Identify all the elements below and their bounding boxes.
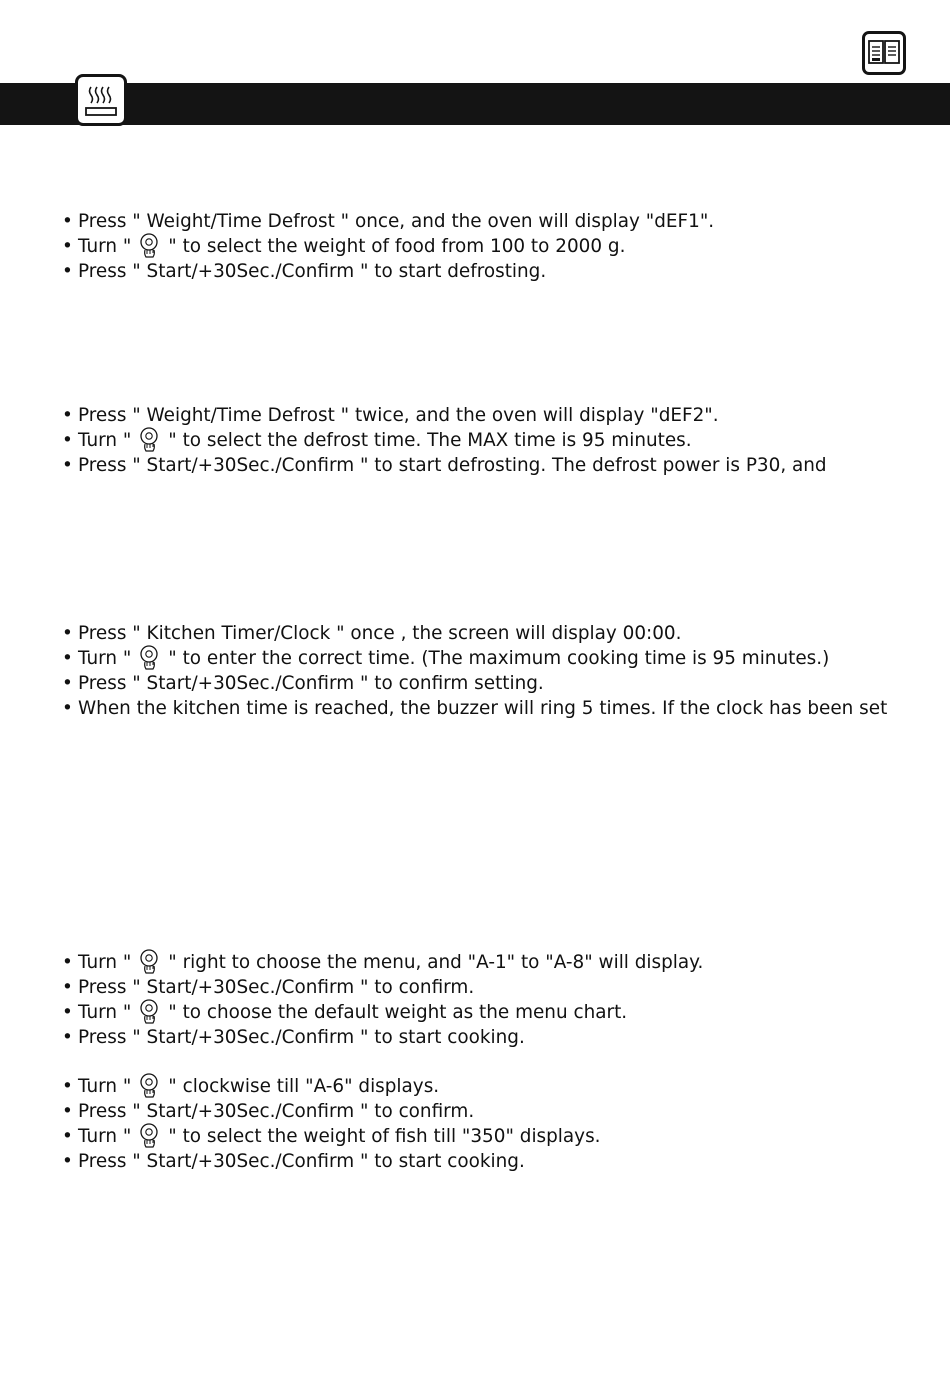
list-item: • Press " Start/+30Sec./Confirm " to start cooking. <box>62 1151 525 1172</box>
steam-oven-icon <box>75 74 127 126</box>
open-book-icon <box>862 31 906 75</box>
time-defrost-steps <box>62 403 827 478</box>
knob-icon <box>137 1000 163 1025</box>
knob-icon <box>137 1124 163 1149</box>
list-item: • Press " Start/+30Sec./Confirm " to start cooking. <box>62 1027 525 1048</box>
list-item: • Press " Weight/Time Defrost " once, and the oven will display "dEF1". <box>62 211 715 232</box>
list-item: • Turn " " to choose the default weight as the menu chart. <box>62 1002 628 1023</box>
knob-icon <box>137 234 163 259</box>
knob-icon <box>137 428 163 453</box>
list-item: • When the kitchen time is reached, the buzzer will ring 5 times. If the clock has been set <box>62 698 888 719</box>
list-item: • Press " Start/+30Sec./Confirm " to confirm setting. <box>62 673 544 694</box>
knob-icon <box>137 1074 163 1099</box>
list-item: • Press " Start/+30Sec./Confirm " to start defrosting. The defrost power is P30, and <box>62 455 827 476</box>
list-item: • Press " Weight/Time Defrost " twice, and the oven will display "dEF2". <box>62 405 719 426</box>
list-item: • Turn " " to select the defrost time. The MAX time is 95 minutes. <box>62 430 692 451</box>
header-bar <box>0 83 950 125</box>
list-item: • Press " Start/+30Sec./Confirm " to start defrosting. <box>62 261 547 282</box>
list-item: • Turn " " clockwise till "A-6" displays. <box>62 1076 440 1097</box>
knob-icon <box>137 646 163 671</box>
list-item: • Turn " " right to choose the menu, and "A-1" to "A-8" will display. <box>62 952 704 973</box>
auto-menu-steps <box>62 950 703 1050</box>
knob-icon <box>137 950 163 975</box>
kitchen-timer-steps <box>62 621 887 721</box>
list-item: • Press " Start/+30Sec./Confirm " to confirm. <box>62 1101 475 1122</box>
list-item: • Turn " " to select the weight of food from 100 to 2000 g. <box>62 236 626 257</box>
auto-menu-example-steps <box>62 1074 601 1174</box>
list-item: • Turn " " to enter the correct time. (The maximum cooking time is 95 minutes.) <box>62 648 830 669</box>
list-item: • Turn " " to select the weight of fish till "350" displays. <box>62 1126 601 1147</box>
list-item: • Press " Kitchen Timer/Clock " once , the screen will display 00:00. <box>62 623 682 644</box>
weight-defrost-steps <box>62 209 714 284</box>
list-item: • Press " Start/+30Sec./Confirm " to confirm. <box>62 977 475 998</box>
